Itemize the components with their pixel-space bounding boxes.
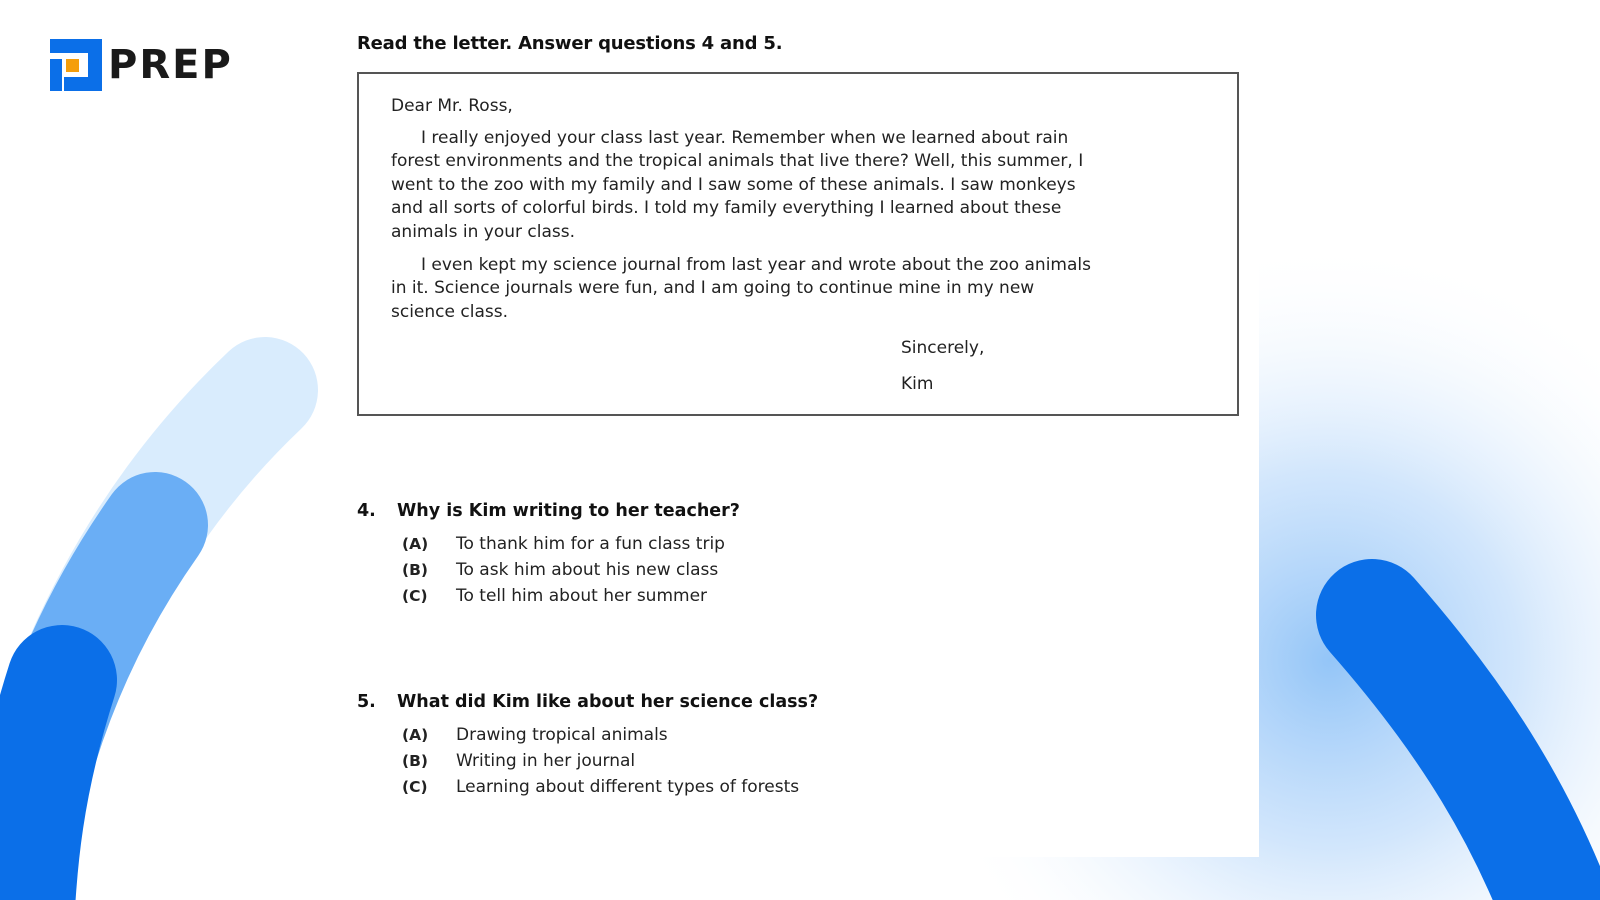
option-letter: (A) xyxy=(402,726,429,744)
answer-option-b[interactable] xyxy=(402,557,740,583)
answer-option-c[interactable] xyxy=(402,583,740,609)
question-4 xyxy=(357,501,740,609)
question-header xyxy=(357,692,818,712)
option-text: Drawing tropical animals xyxy=(456,725,668,745)
question-number: 5. xyxy=(357,692,376,712)
arc-dark xyxy=(18,680,62,900)
question-header xyxy=(357,501,740,521)
option-text: Learning about different types of forests xyxy=(456,777,800,797)
answer-option-a[interactable] xyxy=(402,531,740,557)
question-number: 4. xyxy=(357,501,376,521)
answer-options xyxy=(402,531,740,609)
letter-paragraph-2: I even kept my science journal from last year and wrote about the zoo animals in it. Science journals were fun, and I am going to continue mine in my new science class. xyxy=(391,254,1091,322)
letter-closing: Sincerely, xyxy=(901,338,985,358)
answer-option-a[interactable] xyxy=(402,722,818,748)
question-text: Why is Kim writing to her teacher? xyxy=(397,501,740,521)
answer-option-c[interactable] xyxy=(402,774,818,800)
option-text: To tell him about her summer xyxy=(456,586,708,606)
option-letter: (C) xyxy=(402,587,428,605)
logo-wordmark: PREP xyxy=(108,42,233,88)
option-letter: (B) xyxy=(402,752,428,770)
letter-salutation: Dear Mr. Ross, xyxy=(391,96,513,116)
option-text: To thank him for a fun class trip xyxy=(456,534,725,554)
letter-signature: Kim xyxy=(901,374,934,394)
question-5 xyxy=(357,692,818,800)
option-letter: (A) xyxy=(402,535,429,553)
prep-logo[interactable] xyxy=(50,39,233,91)
option-text: To ask him about his new class xyxy=(456,560,719,580)
letter-box xyxy=(357,72,1239,416)
answer-option-b[interactable] xyxy=(402,748,818,774)
prep-logo-icon xyxy=(50,39,102,91)
option-text: Writing in her journal xyxy=(456,751,636,771)
question-text: What did Kim like about her science class? xyxy=(397,692,819,712)
option-letter: (C) xyxy=(402,778,428,796)
option-letter: (B) xyxy=(402,561,428,579)
letter-paragraph-1: I really enjoyed your class last year. Remember when we learned about rain forest environments and the tropical animals that live there? Well, this summer, I went to the zoo with my family and I saw some of these animals. I saw monkeys and all sorts of colorful birds. I told my family everything I learned about these animals in your class. xyxy=(391,127,1084,242)
answer-options xyxy=(402,722,818,800)
worksheet xyxy=(335,0,1259,857)
instructions: Read the letter. Answer questions 4 and 5. xyxy=(357,33,783,54)
